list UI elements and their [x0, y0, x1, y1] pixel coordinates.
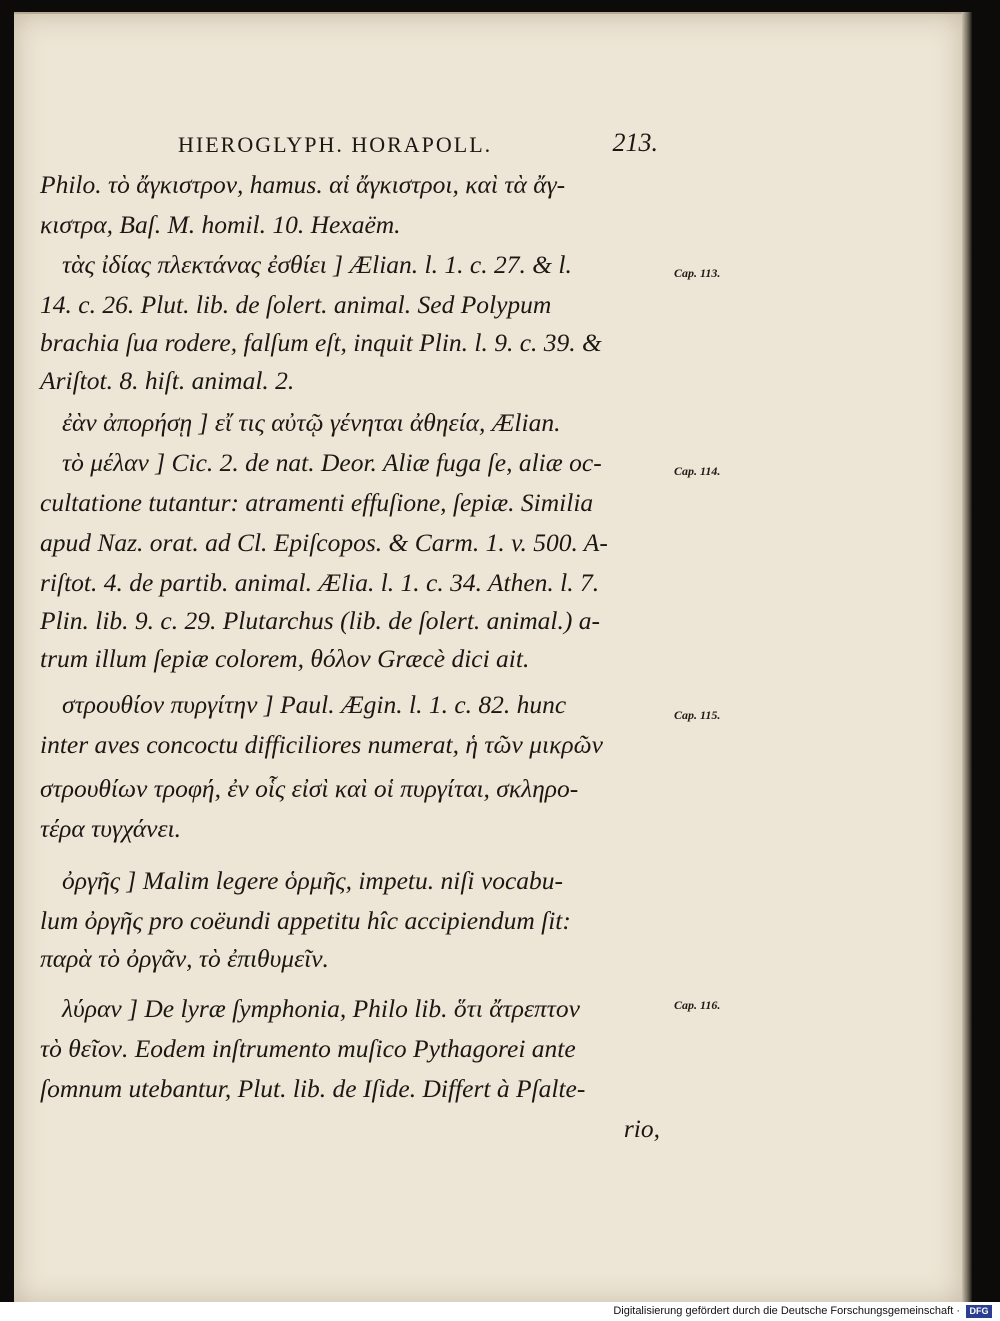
text-line: στρουθίων τροφή, ἐν οἷς εἰσὶ καὶ οἱ πυργίται, σκληρο-: [40, 774, 579, 803]
text-line: trum illum ſepiæ colorem, θόλον Græcè dici ait.: [40, 644, 530, 673]
text-line: Plin. lib. 9. c. 29. Plutarchus (lib. de ſolert. animal.) a-: [40, 606, 600, 635]
text-line: Philo. τὸ ἄγκιστρον, hamus. αἱ ἄγκιστροι, καὶ τὰ ἄγ-: [40, 170, 566, 199]
text-line: ἐὰν ἀπορήσῃ ] εἴ τις αὐτῷ γένηται ἀθηεία, Ælian.: [62, 408, 561, 437]
text-line: λύραν ] De lyræ ſymphonia, Philo lib. ὅτι ἄτρεπτον: [62, 994, 580, 1023]
margin-note-cap-115: Cap. 115.: [674, 708, 721, 722]
text-line: lum ὀργῆς pro coëundi appetitu hîc accipiendum ſit:: [40, 906, 571, 935]
text-line: riſtot. 4. de partib. animal. Ælia. l. 1. c. 34. Athen. l. 7.: [40, 568, 600, 597]
text-line: ὀργῆς ] Malim legere ὁρμῆς, impetu. niſi vocabu-: [62, 866, 563, 895]
text-line: brachia ſua rodere, falſum eſt, inquit Plin. l. 9. c. 39. &: [40, 328, 602, 357]
text-line: ſomnum utebantur, Plut. lib. de Iſide. Differt à Pſalte-: [40, 1074, 586, 1103]
margin-note-cap-113: Cap. 113.: [674, 266, 721, 280]
text-line: τὰς ἰδίας πλεκτάνας ἐσθίει ] Ælian. l. 1. c. 27. & l.: [62, 250, 572, 279]
text-line: Ariſtot. 8. hiſt. animal. 2.: [40, 366, 295, 395]
text-line: κιστρα, Baſ. M. homil. 10. Hexaëm.: [40, 210, 401, 239]
page-header: [178, 128, 658, 164]
text-line: 14. c. 26. Plut. lib. de ſolert. animal. Sed Polypum: [40, 290, 552, 319]
text-line: inter aves concoctu difficiliores numerat, ἡ τῶν μικρῶν: [40, 730, 603, 759]
margin-note-cap-116: Cap. 116.: [674, 998, 721, 1012]
text-line: στρουθίον πυργίτην ] Paul. Ægin. l. 1. c. 82. hunc: [62, 690, 567, 719]
text-line: cultatione tutantur: atramenti effuſione, ſepiæ. Similia: [40, 488, 594, 517]
text-line: τέρα τυγχάνει.: [40, 814, 181, 843]
text-line: παρὰ τὸ ὀργᾶν, τὸ ἐπιθυμεῖν.: [40, 944, 329, 973]
text-line: apud Naz. orat. ad Cl. Epiſcopos. & Carm. 1. v. 500. A-: [40, 528, 608, 557]
funding-notice: Digitalisierung gefördert durch die Deutsche Forschungsgemeinschaft ·: [613, 1305, 960, 1317]
running-title: HIEROGLYPH. HORAPOLL.: [178, 132, 493, 157]
margin-note-cap-114: Cap. 114.: [674, 464, 721, 478]
text-line: τὸ θεῖον. Eodem inſtrumento muſico Pythagorei ante: [40, 1034, 576, 1063]
page-number: 213.: [612, 128, 658, 157]
catchword: rio,: [623, 1114, 660, 1143]
digitization-footer: [0, 1302, 1000, 1321]
text-line: τὸ μέλαν ] Cic. 2. de nat. Deor. Aliæ fuga ſe, aliæ oc-: [62, 448, 602, 477]
page-edge: [962, 12, 972, 1302]
dfg-logo: DFG: [966, 1305, 992, 1318]
